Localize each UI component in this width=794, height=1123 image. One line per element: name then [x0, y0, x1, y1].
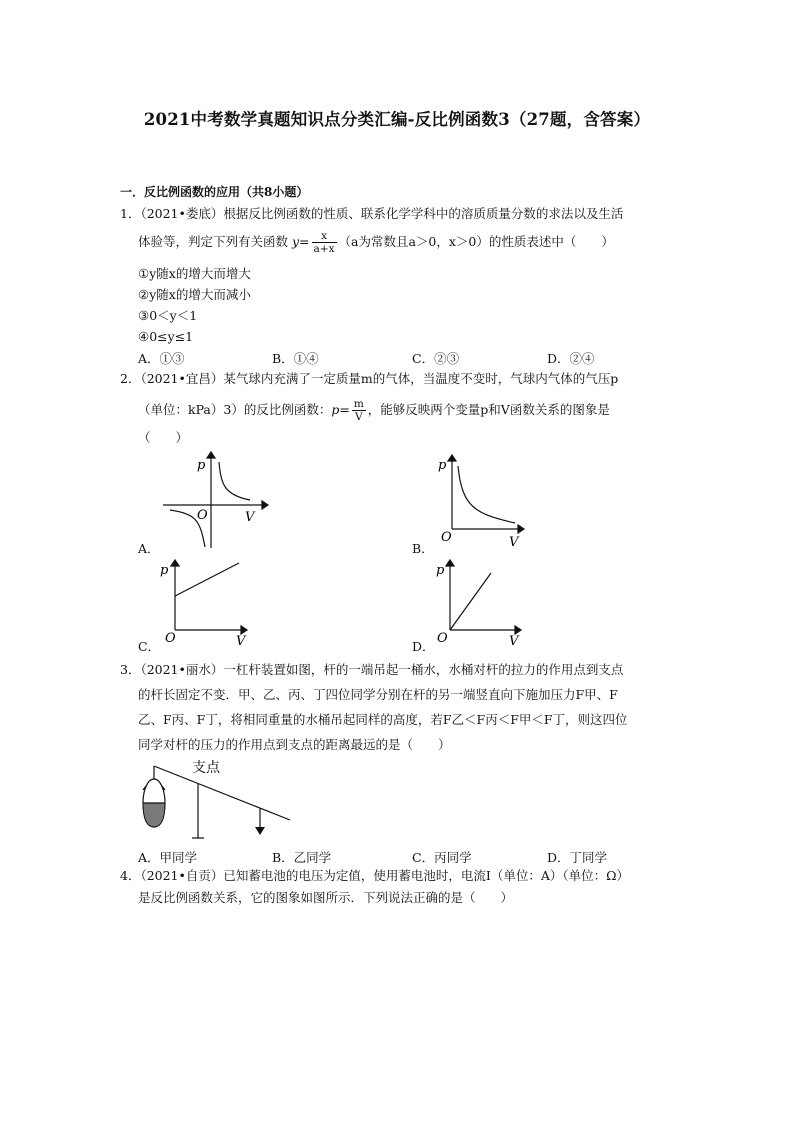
graph-b-label: B． [412, 541, 434, 556]
q1-option-b: B．①④ [272, 351, 319, 366]
lever-bar [154, 766, 290, 820]
graph-d-v-label: V [509, 634, 519, 649]
q2-line2-b: ，能够反映两个变量p和V函数关系的图象是 [367, 402, 610, 417]
graph-d-label: D． [412, 639, 435, 654]
q1-line2-a: 体验等，判定下列有关函数 [138, 234, 292, 249]
q3-option-a: A．甲同学 [138, 850, 198, 865]
graph-a-o-label: O [197, 508, 208, 523]
q3-option-c: C．丙同学 [412, 850, 472, 865]
q4-line2: 是反比例函数关系，它的图象如图所示．下列说法正确的是（ ） [138, 890, 514, 905]
q1-option-d: D．②④ [547, 351, 595, 366]
q3-line4: 同学对杆的压力的作用点到支点的距离最远的是（ ） [138, 737, 451, 752]
graph-a-label: A． [138, 541, 160, 556]
section-heading: 一．反比例函数的应用（共8小题） [120, 185, 309, 199]
q2-line3: （ ） [138, 430, 189, 445]
graph-c-p-label: p [160, 563, 169, 578]
q2-line2-a: （单位：kPa）3）的反比例函数： [138, 402, 332, 417]
graph-b-p-label: p [438, 458, 447, 473]
page-title: 2021中考数学真题知识点分类汇编-反比例函数3（27题，含答案） [143, 110, 651, 129]
q1-statement-4: ④0≤y≤1 [138, 329, 194, 344]
q3-line1: 3．（2021•丽水）一杠杆装置如图，杆的一端吊起一桶水，水桶对杆的拉力的作用点到支点 [120, 662, 624, 677]
graph-d-p-label: p [436, 563, 445, 578]
graph-c-o-label: O [165, 631, 176, 646]
q1-line1: 1．（2021•娄底）根据反比例函数的性质、联系化学学科中的溶质质量分数的求法以及生活 [120, 206, 624, 221]
graph-a-p-label: p [197, 458, 206, 473]
graph-c-v-label: V [236, 634, 246, 649]
graph-b-o-label: O [441, 530, 452, 545]
q2-line1: 2．（2021•宜昌）某气球内充满了一定质量m的气体，当温度不变时，气球内气体的气压p [120, 371, 619, 386]
graph-c-label: C． [138, 639, 161, 654]
q3-line2: 的杆长固定不变．甲、乙、丙、丁四位同学分别在杆的另一端竖直向下施加压力F甲、F [138, 687, 618, 702]
force-arrow-head [255, 827, 265, 835]
q4-line1: 4．（2021•自贡）已知蓄电池的电压为定值，使用蓄电池时，电流I（单位：A）（单位：Ω） [120, 868, 629, 883]
q3-option-d: D．丁同学 [547, 850, 608, 865]
pivot-label: 支点 [192, 760, 220, 776]
q1-option-a: A．①③ [138, 351, 185, 366]
q1-option-c: C．②③ [412, 351, 460, 366]
q1-statement-2: ②y随x的增大而减小 [138, 287, 251, 302]
q1-statement-1: ①y随x的增大而增大 [138, 266, 251, 281]
q1-line2-b: （a为常数且a＞0，x＞0）的性质表述中（ ） [338, 234, 614, 249]
graph-a-v-label: V [245, 510, 255, 525]
q2-frac-den: V [355, 411, 363, 423]
graph-d-o-label: O [437, 631, 448, 646]
bucket-water [143, 803, 165, 827]
q1-statement-3: ③0＜y＜1 [138, 308, 198, 323]
q1-frac-den: a+x [313, 243, 335, 255]
q1-y-eq: y= [291, 234, 310, 249]
q3-line3: 乙、F丙、F丁，将相同重量的水桶吊起同样的高度，若F乙＜F丙＜F甲＜F丁，则这四位 [138, 712, 628, 727]
q1-frac-num: x [312, 230, 337, 243]
q2-frac-num: m [353, 398, 364, 410]
graph-b-v-label: V [509, 535, 519, 550]
q3-option-b: B．乙同学 [272, 850, 332, 865]
q2-p-eq: p= [331, 402, 350, 417]
